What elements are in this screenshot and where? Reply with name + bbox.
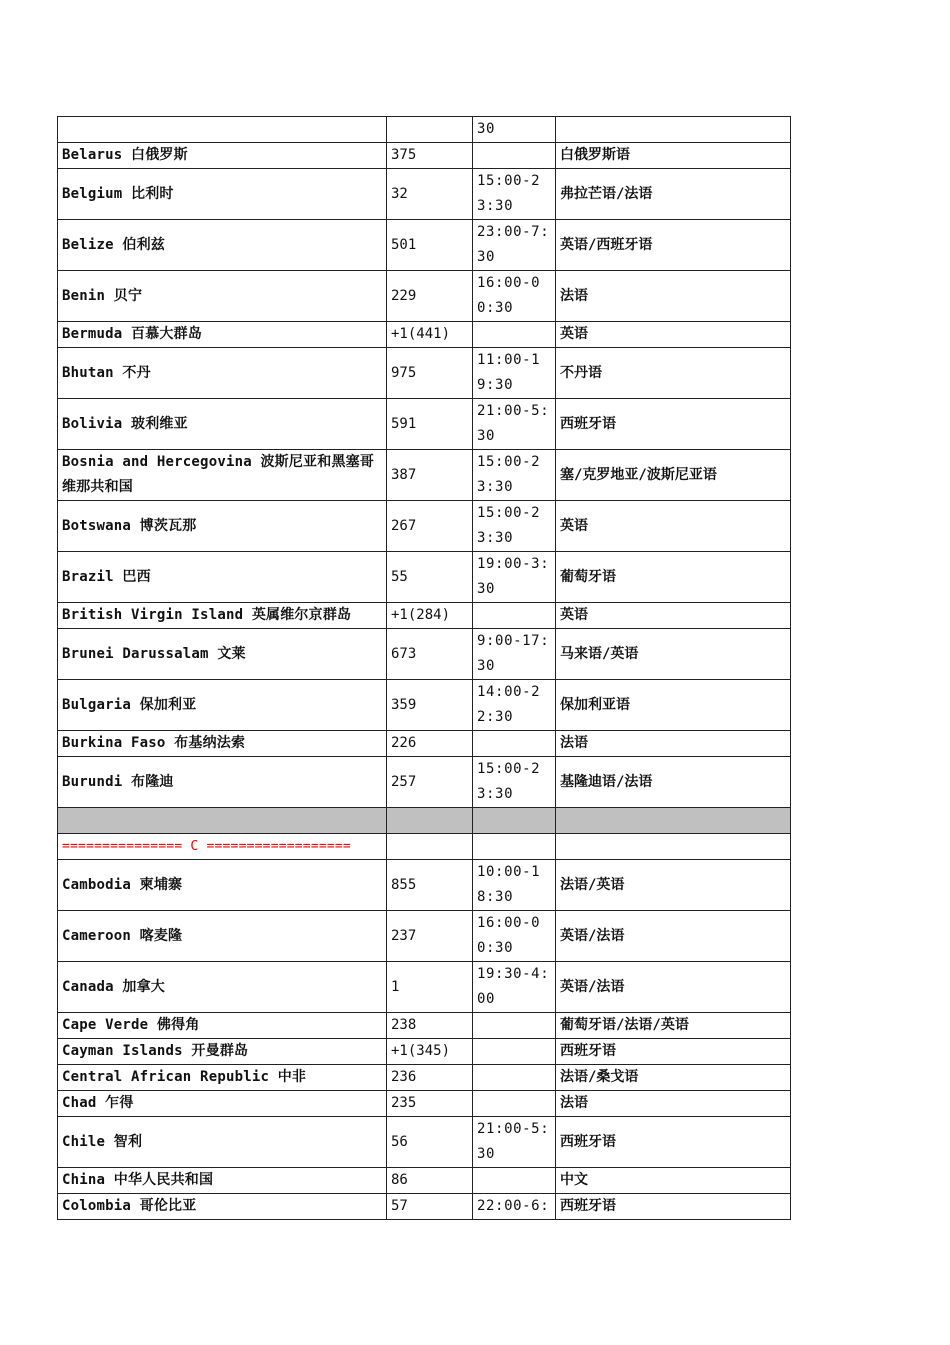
dial-code-cell: 237 bbox=[387, 911, 473, 962]
business-hours-cell bbox=[473, 143, 556, 169]
business-hours-cell: 15:00-23:30 bbox=[473, 169, 556, 220]
dial-code-cell bbox=[387, 117, 473, 143]
business-hours-cell: 14:00-22:30 bbox=[473, 680, 556, 731]
business-hours-cell: 15:00-23:30 bbox=[473, 501, 556, 552]
language-cell: 塞/克罗地亚/波斯尼亚语 bbox=[556, 450, 791, 501]
table-row bbox=[58, 1194, 791, 1220]
country-name-cell: Bosnia and Hercegovina 波斯尼亚和黑塞哥维那共和国 bbox=[58, 450, 387, 501]
table-row bbox=[58, 603, 791, 629]
table-row bbox=[58, 860, 791, 911]
language-cell: 基隆迪语/法语 bbox=[556, 757, 791, 808]
table-row bbox=[58, 169, 791, 220]
language-cell bbox=[556, 117, 791, 143]
business-hours-cell: 30 bbox=[473, 117, 556, 143]
table-row bbox=[58, 911, 791, 962]
country-name-cell: Chile 智利 bbox=[58, 1117, 387, 1168]
language-cell: 白俄罗斯语 bbox=[556, 143, 791, 169]
dial-code-cell: 57 bbox=[387, 1194, 473, 1220]
table-row bbox=[58, 1091, 791, 1117]
language-cell: 马来语/英语 bbox=[556, 629, 791, 680]
business-hours-cell: 19:30-4:00 bbox=[473, 962, 556, 1013]
business-hours-cell: 23:00-7:30 bbox=[473, 220, 556, 271]
table-row bbox=[58, 629, 791, 680]
table-body-b bbox=[58, 117, 791, 808]
business-hours-cell: 16:00-00:30 bbox=[473, 271, 556, 322]
language-cell: 法语 bbox=[556, 1091, 791, 1117]
language-cell: 英语/西班牙语 bbox=[556, 220, 791, 271]
dial-code-cell: 235 bbox=[387, 1091, 473, 1117]
business-hours-cell bbox=[473, 1039, 556, 1065]
dial-code-cell: 375 bbox=[387, 143, 473, 169]
business-hours-cell bbox=[473, 1013, 556, 1039]
business-hours-cell: 21:00-5:30 bbox=[473, 399, 556, 450]
business-hours-cell: 19:00-3:30 bbox=[473, 552, 556, 603]
table-row bbox=[58, 450, 791, 501]
business-hours-cell bbox=[473, 731, 556, 757]
dial-code-cell: 387 bbox=[387, 450, 473, 501]
language-cell: 中文 bbox=[556, 1168, 791, 1194]
country-name-cell: Brunei Darussalam 文莱 bbox=[58, 629, 387, 680]
language-cell: 西班牙语 bbox=[556, 399, 791, 450]
table-row bbox=[58, 552, 791, 603]
country-name-cell: Canada 加拿大 bbox=[58, 962, 387, 1013]
dial-code-cell: +1(441) bbox=[387, 322, 473, 348]
table-row bbox=[58, 271, 791, 322]
country-name-cell: Bermuda 百慕大群岛 bbox=[58, 322, 387, 348]
country-name-cell: China 中华人民共和国 bbox=[58, 1168, 387, 1194]
table-row bbox=[58, 348, 791, 399]
language-cell: 英语/法语 bbox=[556, 911, 791, 962]
dial-code-cell: 673 bbox=[387, 629, 473, 680]
country-name-cell: Central African Republic 中非 bbox=[58, 1065, 387, 1091]
table-row bbox=[58, 322, 791, 348]
country-name-cell: Benin 贝宁 bbox=[58, 271, 387, 322]
letter-heading-c: =============== C ================== bbox=[58, 834, 387, 860]
country-name-cell: Cameroon 喀麦隆 bbox=[58, 911, 387, 962]
language-cell: 法语/桑戈语 bbox=[556, 1065, 791, 1091]
gray-separator-row bbox=[58, 808, 791, 834]
dial-code-cell: 236 bbox=[387, 1065, 473, 1091]
business-hours-cell: 21:00-5:30 bbox=[473, 1117, 556, 1168]
language-cell: 英语 bbox=[556, 322, 791, 348]
business-hours-cell: 9:00-17:30 bbox=[473, 629, 556, 680]
dial-code-cell: 359 bbox=[387, 680, 473, 731]
language-cell: 不丹语 bbox=[556, 348, 791, 399]
language-cell: 弗拉芒语/法语 bbox=[556, 169, 791, 220]
dial-code-cell: 501 bbox=[387, 220, 473, 271]
table-row bbox=[58, 1065, 791, 1091]
table-separator bbox=[58, 808, 791, 860]
letter-heading-row bbox=[58, 834, 791, 860]
dial-code-cell: +1(345) bbox=[387, 1039, 473, 1065]
business-hours-cell bbox=[473, 1065, 556, 1091]
country-name-cell: Bhutan 不丹 bbox=[58, 348, 387, 399]
business-hours-cell: 10:00-18:30 bbox=[473, 860, 556, 911]
dial-code-cell: 238 bbox=[387, 1013, 473, 1039]
dial-code-cell: 855 bbox=[387, 860, 473, 911]
country-code-table bbox=[57, 116, 791, 1220]
business-hours-cell: 16:00-00:30 bbox=[473, 911, 556, 962]
business-hours-cell: 15:00-23:30 bbox=[473, 757, 556, 808]
table-row bbox=[58, 501, 791, 552]
business-hours-cell: 22:00-6: bbox=[473, 1194, 556, 1220]
language-cell: 西班牙语 bbox=[556, 1117, 791, 1168]
dial-code-cell: +1(284) bbox=[387, 603, 473, 629]
country-name-cell: Botswana 博茨瓦那 bbox=[58, 501, 387, 552]
country-name-cell: Belize 伯利兹 bbox=[58, 220, 387, 271]
dial-code-cell: 975 bbox=[387, 348, 473, 399]
country-name-cell: Brazil 巴西 bbox=[58, 552, 387, 603]
language-cell: 法语/英语 bbox=[556, 860, 791, 911]
table-row bbox=[58, 1168, 791, 1194]
language-cell: 法语 bbox=[556, 731, 791, 757]
table-row bbox=[58, 680, 791, 731]
country-name-cell: Chad 乍得 bbox=[58, 1091, 387, 1117]
country-name-cell: Belarus 白俄罗斯 bbox=[58, 143, 387, 169]
business-hours-cell: 15:00-23:30 bbox=[473, 450, 556, 501]
table-row bbox=[58, 117, 791, 143]
country-name-cell: Cambodia 柬埔寨 bbox=[58, 860, 387, 911]
dial-code-cell: 226 bbox=[387, 731, 473, 757]
business-hours-cell bbox=[473, 322, 556, 348]
country-name-cell: Bulgaria 保加利亚 bbox=[58, 680, 387, 731]
country-table-sheet bbox=[57, 116, 790, 1220]
language-cell: 法语 bbox=[556, 271, 791, 322]
dial-code-cell: 257 bbox=[387, 757, 473, 808]
dial-code-cell: 86 bbox=[387, 1168, 473, 1194]
language-cell: 葡萄牙语 bbox=[556, 552, 791, 603]
dial-code-cell: 267 bbox=[387, 501, 473, 552]
table-body-c bbox=[58, 860, 791, 1220]
dial-code-cell: 55 bbox=[387, 552, 473, 603]
language-cell: 西班牙语 bbox=[556, 1194, 791, 1220]
country-name-cell: Cape Verde 佛得角 bbox=[58, 1013, 387, 1039]
country-name-cell: Colombia 哥伦比亚 bbox=[58, 1194, 387, 1220]
country-name-cell: Cayman Islands 开曼群岛 bbox=[58, 1039, 387, 1065]
table-row bbox=[58, 731, 791, 757]
language-cell: 保加利亚语 bbox=[556, 680, 791, 731]
table-row bbox=[58, 399, 791, 450]
table-row bbox=[58, 1013, 791, 1039]
dial-code-cell: 32 bbox=[387, 169, 473, 220]
business-hours-cell: 11:00-19:30 bbox=[473, 348, 556, 399]
language-cell: 西班牙语 bbox=[556, 1039, 791, 1065]
business-hours-cell bbox=[473, 1091, 556, 1117]
table-row bbox=[58, 1039, 791, 1065]
country-name-cell: Burundi 布隆迪 bbox=[58, 757, 387, 808]
language-cell: 英语 bbox=[556, 603, 791, 629]
table-row bbox=[58, 1117, 791, 1168]
language-cell: 英语 bbox=[556, 501, 791, 552]
country-name-cell bbox=[58, 117, 387, 143]
dial-code-cell: 56 bbox=[387, 1117, 473, 1168]
business-hours-cell bbox=[473, 603, 556, 629]
dial-code-cell: 229 bbox=[387, 271, 473, 322]
country-name-cell: British Virgin Island 英属维尔京群岛 bbox=[58, 603, 387, 629]
language-cell: 英语/法语 bbox=[556, 962, 791, 1013]
country-name-cell: Bolivia 玻利维亚 bbox=[58, 399, 387, 450]
table-row bbox=[58, 143, 791, 169]
dial-code-cell: 591 bbox=[387, 399, 473, 450]
business-hours-cell bbox=[473, 1168, 556, 1194]
table-row bbox=[58, 220, 791, 271]
table-row bbox=[58, 962, 791, 1013]
language-cell: 葡萄牙语/法语/英语 bbox=[556, 1013, 791, 1039]
country-name-cell: Belgium 比利时 bbox=[58, 169, 387, 220]
country-name-cell: Burkina Faso 布基纳法索 bbox=[58, 731, 387, 757]
table-row bbox=[58, 757, 791, 808]
dial-code-cell: 1 bbox=[387, 962, 473, 1013]
